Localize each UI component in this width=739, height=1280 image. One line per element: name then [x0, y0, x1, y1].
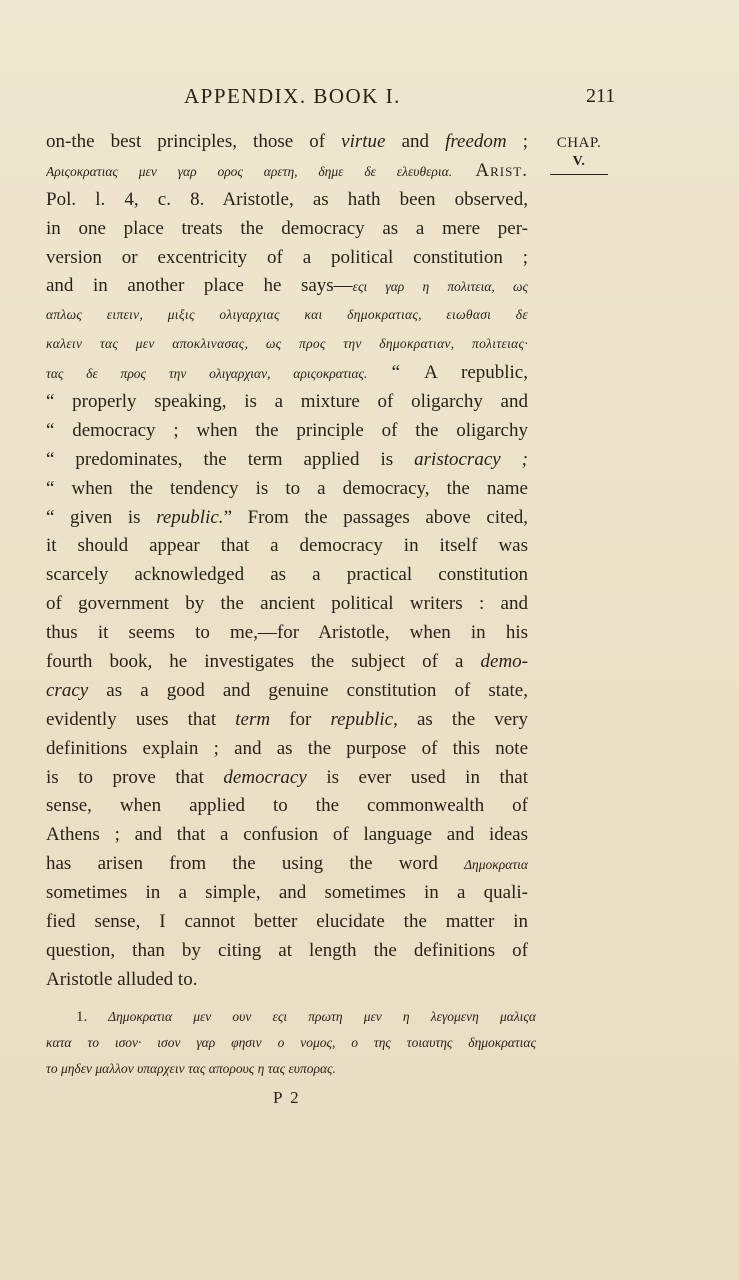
text-line: it should appear that a democracy in itself was — [46, 535, 528, 557]
signature-mark: P 2 — [273, 1088, 301, 1107]
text-line: version or excentricity of a political constitution ; — [46, 246, 528, 268]
text-line: evidently uses that term for republic, as the very — [46, 708, 528, 730]
footnote-line: κατα το ισον· ισον γαρ φησιν ο νομος, ο της τοιαυτης δημοκρατιας — [46, 1035, 536, 1050]
text-line: τας δε προς την ολιγαρχιαν, αριςοκρατιας. “ A republic, — [46, 362, 528, 384]
text-line: “ given is republic.” From the passages above cited, — [46, 506, 528, 528]
running-head-title: APPENDIX. BOOK I. — [184, 84, 401, 108]
text-line: “ when the tendency is to a democracy, the name — [46, 477, 528, 499]
text-line: Athens ; and that a confusion of language and ideas — [46, 824, 528, 846]
footnote-number: 1. — [76, 1009, 88, 1025]
greek-quote-line: καλειν τας μεν αποκλινασας, ως προς την δημοκρατιαν, πολιτειας· — [46, 336, 528, 352]
text-line: fied sense, I cannot better elucidate the matter in — [46, 911, 528, 933]
margin-chap-label: CHAP. — [556, 135, 602, 151]
text-line: sense, when applied to the commonwealth of — [46, 795, 528, 817]
text-line: of government by the ancient political writers : and — [46, 593, 528, 615]
margin-chapter-note — [548, 135, 610, 175]
text-line: Aristotle alluded to. — [46, 968, 198, 990]
footnote-line: 1. Δημοκρατια μεν ουν εςι πρωτη μεν η λεγομενη μαλιςα — [76, 1009, 536, 1025]
text-line: on-the best principles, those of virtue and freedom ; — [46, 131, 528, 152]
text-line: Pol. l. 4, c. 8. Aristotle, as hath been observed, — [46, 188, 528, 210]
page-number: 211 — [586, 85, 616, 107]
text-line: definitions explain ; and as the purpose of this note — [46, 737, 528, 759]
text-line: “ properly speaking, is a mixture of oligarchy and — [46, 391, 528, 413]
text-line: cracy as a good and genuine constitution of state, — [46, 679, 528, 701]
footnote-line: το μηδεν μαλλον υπαρχειν τας απορους η τας ευπορας. — [46, 1061, 336, 1076]
text-line: is to prove that democracy is ever used in that — [46, 766, 528, 788]
margin-chap-number: V. — [572, 154, 586, 169]
footnote — [46, 1004, 536, 1082]
text-line: in one place treats the democracy as a mere per- — [46, 217, 528, 239]
text-line: “ predominates, the term applied is aristocracy ; — [46, 448, 528, 470]
text-line: fourth book, he investigates the subject of a demo- — [46, 651, 528, 673]
text-line: “ democracy ; when the principle of the oligarchy — [46, 419, 528, 441]
text-line: Αριςοκρατιας μεν γαρ ορος αρετη, δημε δε ελευθερια. Arist. — [46, 159, 528, 181]
running-head — [0, 84, 739, 114]
body-text — [46, 128, 528, 995]
greek-quote-line: απλως ειπειν, μιξις ολιγαρχιας και δημοκρατιας, ειωθασι δε — [46, 307, 528, 323]
text-line: sometimes in a simple, and sometimes in a quali- — [46, 882, 528, 904]
margin-rule — [550, 174, 608, 175]
text-line: thus it seems to me,—for Aristotle, when in his — [46, 622, 528, 644]
text-line: has arisen from the using the word Δημοκρατια — [46, 853, 528, 875]
text-line: and in another place he says—εςι γαρ η πολιτεια, ως — [46, 275, 528, 297]
text-line: scarcely acknowledged as a practical constitution — [46, 564, 528, 586]
text-line: question, than by citing at length the definitions of — [46, 939, 528, 961]
